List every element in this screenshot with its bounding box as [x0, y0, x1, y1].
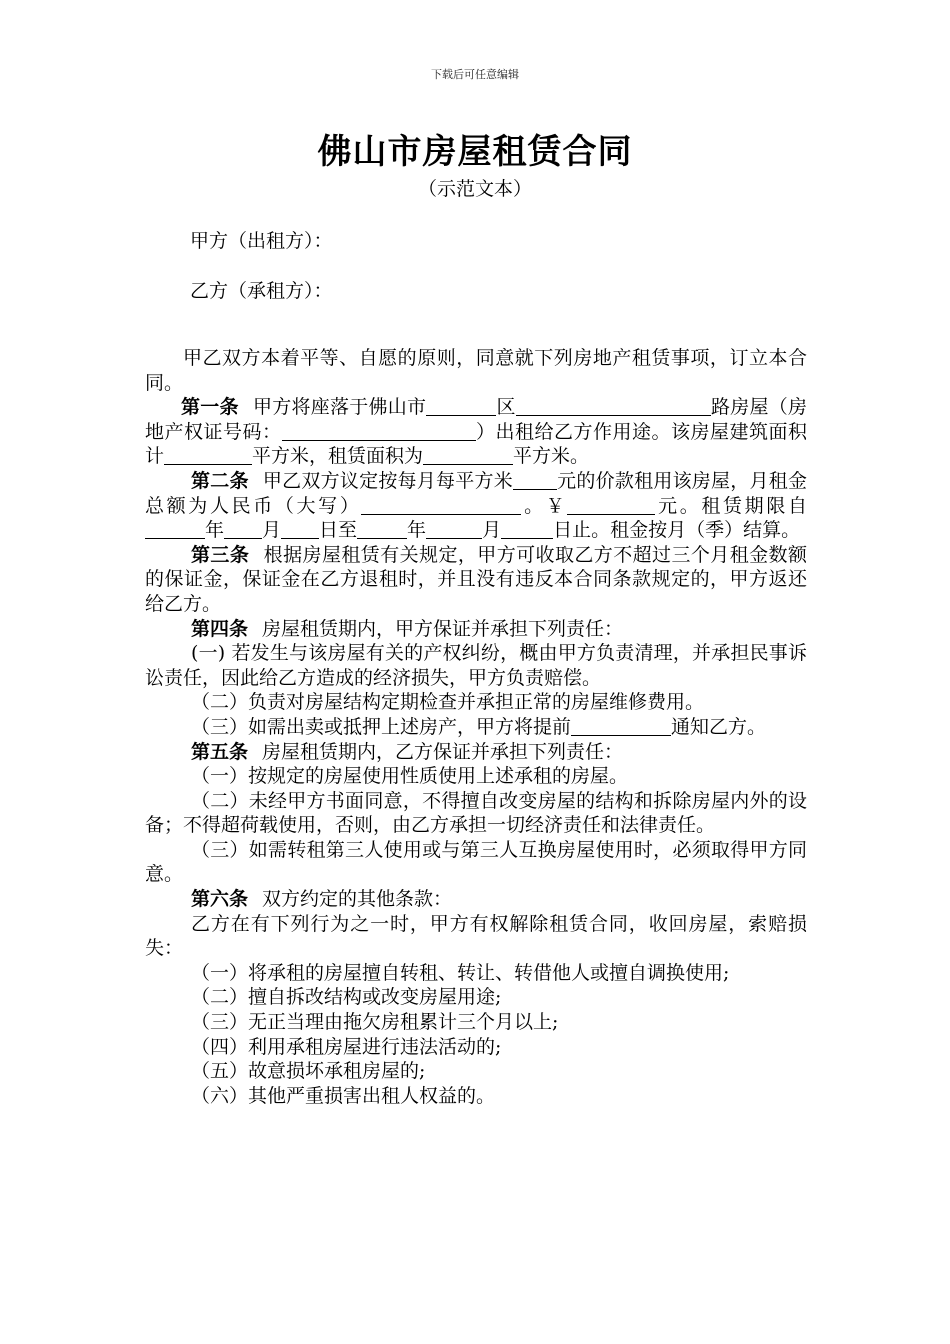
article-6-heading: 第六条 [191, 888, 249, 911]
article-6-item: （五）故意损坏承租房屋的; [191, 1060, 426, 1083]
article-1-text-3: 路房屋（房地产权证号码： [145, 396, 807, 443]
article-1-heading: 第一条 [181, 396, 239, 419]
article-2-text-4: 元。租赁期限自 [655, 494, 807, 517]
article-5-item-3: （三）如需转租第三人使用或与第三人互换房屋使用时，必须取得甲方同意。 [145, 838, 807, 886]
blank-building-area[interactable] [164, 445, 252, 465]
article-6-item: （二）擅自拆改结构或改变房屋用途; [191, 986, 502, 1009]
article-4-item-3-text-2: 通知乙方。 [671, 715, 767, 738]
blank-end-year[interactable] [357, 519, 407, 539]
article-1-text-2: 区 [496, 396, 516, 419]
article-1-text-5: 平方米，租赁面积为 [252, 445, 424, 468]
article-2-text-3: 。￥ [521, 494, 568, 517]
contract-body [145, 346, 807, 1108]
article-6-item: （一）将承租的房屋擅自转租、转让、转借他人或擅自调换使用; [191, 961, 730, 984]
article-6-item: （三）无正当理由拖欠房租累计三个月以上; [191, 1011, 559, 1034]
article-2 [145, 469, 807, 543]
blank-start-year[interactable] [145, 519, 205, 539]
article-6-item: （六）其他严重损害出租人权益的。 [191, 1084, 496, 1107]
article-4-item-2: （二）负责对房屋结构定期检查并承担正常的房屋维修费用。 [191, 691, 705, 714]
blank-price-per-sqm[interactable] [513, 470, 557, 490]
blank-start-month[interactable] [224, 519, 262, 539]
blank-end-day[interactable] [501, 519, 553, 539]
article-1-text-4: ）出租给乙方作用途。该房屋建筑面积计 [145, 420, 807, 468]
blank-cert-number[interactable] [282, 421, 476, 441]
party-b-label: 乙方（承租方）： [190, 280, 333, 302]
article-4-item-3 [145, 715, 807, 740]
article-5-intro: 房屋租赁期内，乙方保证并承担下列责任： [262, 740, 624, 763]
blank-road[interactable] [516, 396, 711, 416]
article-3 [145, 543, 807, 617]
article-5-item-2: （二）未经甲方书面同意，不得擅自改变房屋的结构和拆除房屋内外的设备；不得超荷载使用，否则，由乙方承担一切经济责任和法律责任。 [145, 789, 807, 837]
article-4 [145, 617, 807, 642]
article-4-intro: 房屋租赁期内，甲方保证并承担下列责任： [262, 617, 624, 640]
article-1-text-6: 平方米。 [513, 445, 590, 468]
article-6-intro: 双方约定的其他条款： [262, 888, 453, 911]
article-1 [145, 395, 807, 469]
article-2-text-9: 月 [482, 519, 502, 542]
article-4-heading: 第四条 [191, 617, 249, 640]
blank-notice-period[interactable] [571, 716, 671, 736]
article-2-text-1: 甲乙双方议定按每月每平方米 [262, 469, 513, 492]
article-2-text-7: 日至 [319, 519, 358, 542]
article-3-text: 根据房屋租赁有关规定，甲方可收取乙方不超过三个月租金数额的保证金，保证金在乙方退租时，并且没有违反本合同条款规定的，甲方返还给乙方。 [145, 543, 807, 615]
document-subtitle: （示范文本） [417, 178, 532, 200]
article-1-text-1: 甲方将座落于佛山市 [252, 396, 427, 419]
blank-rental-area[interactable] [423, 445, 513, 465]
document-title: 佛山市房屋租赁合同 [317, 132, 633, 172]
article-6-lead: 乙方在有下列行为之一时，甲方有权解除租赁合同，收回房屋，索赔损失： [145, 912, 807, 960]
article-2-text-5: 年 [205, 519, 225, 542]
preamble: 甲乙双方本着平等、自愿的原则，同意就下列房地产租赁事项，订立本合同。 [145, 347, 807, 394]
article-2-text-2: 元的价款租用该房屋，月租金总额为人民币（大写） [145, 469, 807, 517]
header-note: 下载后可任意编辑 [431, 68, 519, 81]
article-5-item-1: （一）按规定的房屋使用性质使用上述承租的房屋。 [191, 765, 629, 788]
article-5-heading: 第五条 [191, 740, 249, 763]
article-3-heading: 第三条 [191, 543, 250, 566]
party-a-label: 甲方（出租方）： [190, 230, 333, 252]
blank-district[interactable] [426, 396, 496, 416]
article-2-text-10: 日止。租金按月（季）结算。 [553, 519, 801, 542]
article-4-item-3-text-1: （三）如需出卖或抵押上述房产，甲方将提前 [191, 715, 572, 738]
article-6-item: （四）利用承租房屋进行违法活动的; [191, 1035, 502, 1058]
blank-end-month[interactable] [426, 519, 482, 539]
blank-start-day[interactable] [281, 519, 319, 539]
blank-rent-words[interactable] [361, 495, 521, 515]
article-2-heading: 第二条 [191, 469, 249, 492]
article-2-text-6: 月 [262, 519, 282, 542]
article-2-text-8: 年 [407, 519, 427, 542]
article-5 [145, 740, 807, 765]
blank-rent-amount[interactable] [567, 495, 655, 515]
article-6 [145, 887, 807, 912]
article-4-item-1: (一) 若发生与该房屋有关的产权纠纷，概由甲方负责清理，并承担民事诉讼责任，因此给乙方造成的经济损失，甲方负责赔偿。 [145, 642, 807, 689]
